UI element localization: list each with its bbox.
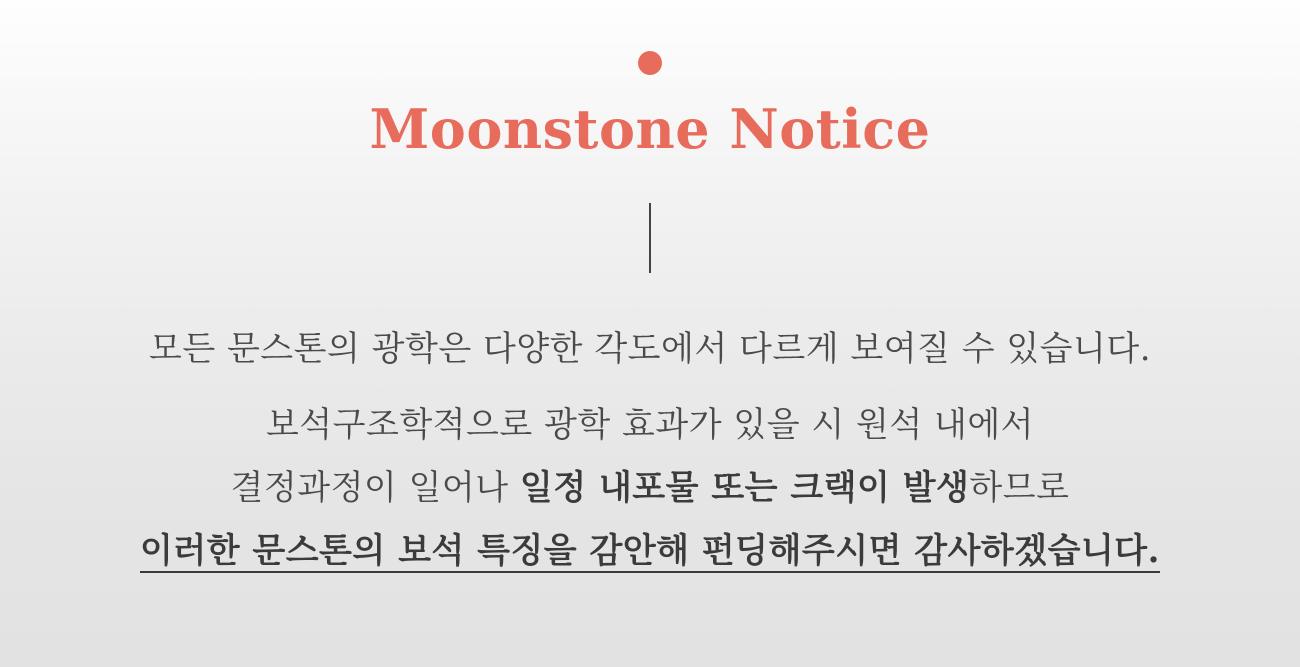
notice-line-3-suffix: 하므로 — [969, 468, 1070, 509]
notice-line-3-prefix: 결정과정이 일어나 — [230, 468, 520, 509]
notice-paragraph — [140, 394, 1160, 583]
notice-line-1: 모든 문스톤의 광학은 다양한 각도에서 다르게 보여질 수 있습니다. — [148, 329, 1152, 370]
notice-line-4-text: 이러한 문스톤의 보석 특징을 감안해 펀딩해주시면 감사하겠습니다. — [140, 531, 1160, 572]
page-title: Moonstone Notice — [369, 97, 931, 161]
notice-line-3 — [140, 457, 1160, 520]
notice-line-3-bold: 일정 내포물 또는 크랙이 발생 — [519, 468, 970, 509]
vertical-divider — [649, 203, 651, 273]
notice-line-4 — [140, 520, 1160, 583]
accent-dot-icon — [638, 51, 662, 75]
notice-line-2: 보석구조학적으로 광학 효과가 있을 시 원석 내에서 — [265, 405, 1035, 446]
